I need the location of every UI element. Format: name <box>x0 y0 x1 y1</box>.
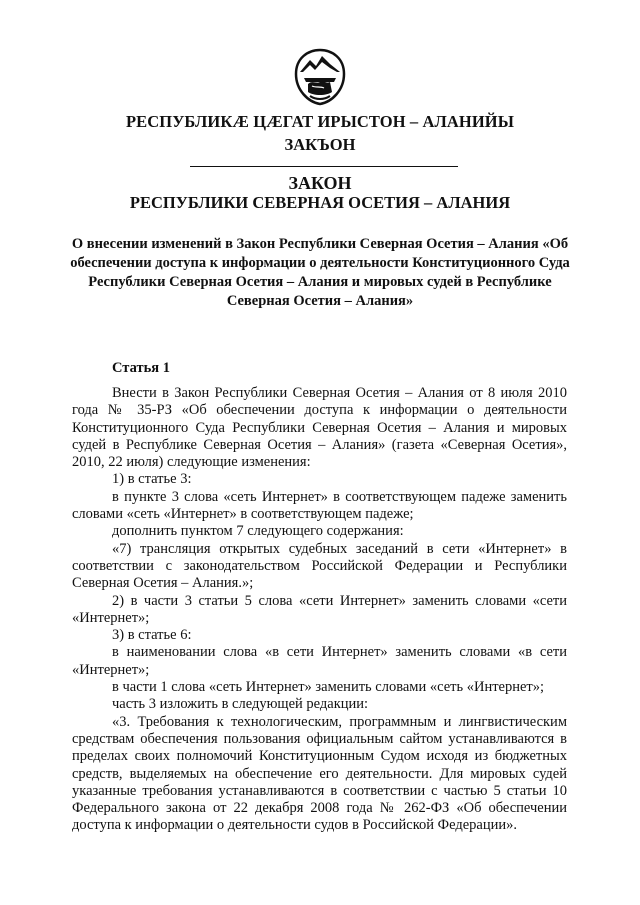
article-paragraph: Внести в Закон Республики Северная Осетия – Алания от 8 июля 2010 года № 35-РЗ «Об обеспечении доступа к информации о деятельности Конституционного Суда Республики Северная Осетия – Алания и мировых судей в Республике Северная Осетия – Алания» (газета «Северная Осетия», 2010, 22 июля) следующие изменения: <box>72 385 567 471</box>
header-law-ossetian: ЗАКЪОН <box>284 135 356 154</box>
header-republic-russian: РЕСПУБЛИКИ СЕВЕРНАЯ ОСЕТИЯ – АЛАНИЯ <box>129 193 511 212</box>
coat-of-arms-icon <box>290 48 350 106</box>
header-divider <box>190 166 458 167</box>
article-paragraph: дополнить пунктом 7 следующего содержания: <box>112 523 404 540</box>
article-paragraph: 3) в статье 6: <box>112 627 192 644</box>
coat-of-arms-emblem-icon <box>290 48 350 106</box>
article-paragraph: 2) в части 3 статьи 5 слова «сети Интернет» заменить словами «сети «Интернет»; <box>72 592 567 626</box>
article-paragraph: в пункте 3 слова «сеть Интернет» в соответствующем падеже заменить словами «сеть «Интернет» в соответствующем падеже; <box>72 488 567 523</box>
article-body <box>72 385 567 835</box>
article-paragraph: «3. Требования к технологическим, программным и лингвистическим средствам обеспечения пользования официальным сайтом устанавливаются в пределах своих полномочий Конституционным Судом исходя из бюджетных средств, выделяемых на обеспечение его деятельности. Для мировых судей указанные требования устанавливаются в соответствии с частью 5 статьи 10 Федерального закона от 22 декабря 2008 года № 262-ФЗ «Об обеспечении доступа к информации о деятельности судов в Российской Федерации». <box>72 713 567 834</box>
article-paragraph: часть 3 изложить в следующей редакции: <box>112 696 369 713</box>
header-law-russian: ЗАКОН <box>288 173 352 193</box>
header-republic-ossetian: РЕСПУБЛИКӔ ЦӔГАТ ИРЫСТОН – АЛАНИЙЫ <box>125 112 514 131</box>
article-heading: Статья 1 <box>112 360 170 376</box>
article-paragraph: в наименовании слова «в сети Интернет» заменить словами «в сети «Интернет»; <box>72 644 567 678</box>
article-paragraph: в части 1 слова «сеть Интернет» заменить словами «сеть «Интернет»; <box>112 679 545 696</box>
document-title: О внесении изменений в Закон Республики Северная Осетия – Алания «Об обеспечении доступа к информации о деятельности Конституционного Суда Республики Северная Осетия – Алания и мировых судей в Республике Северная Осетия – Алания» <box>70 236 570 309</box>
article-paragraph: «7) трансляция открытых судебных заседаний в сети «Интернет» в соответствии с законодательством Российской Федерации и Республики Северная Осетия – Алания.»; <box>72 540 567 592</box>
article-paragraph: 1) в статье 3: <box>112 471 192 488</box>
